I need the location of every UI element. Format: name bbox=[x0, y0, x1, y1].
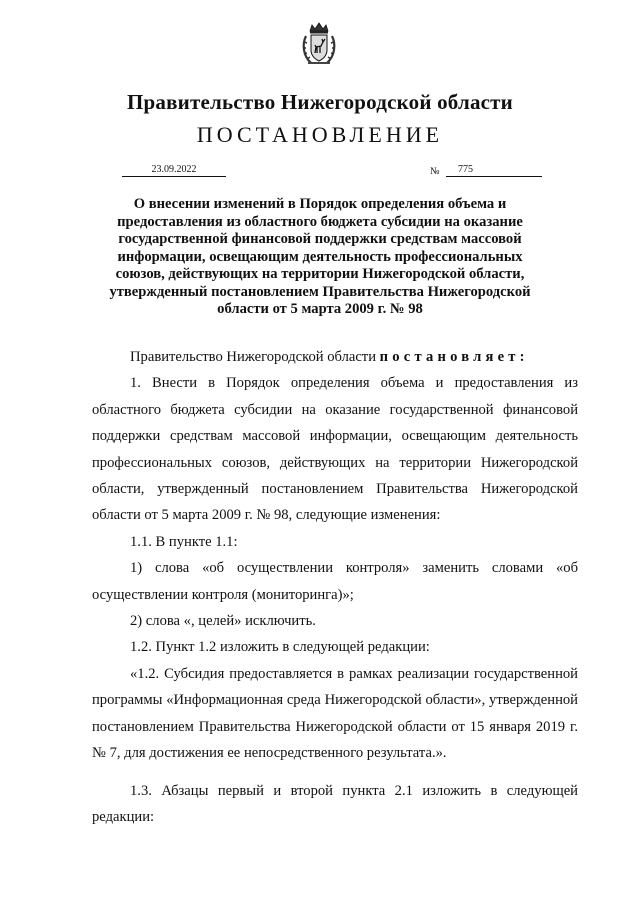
coat-of-arms-icon bbox=[301, 22, 337, 66]
document-title: О внесении изменений в Порядок определения объема и предоставления из областного бюджета субсидии на оказание государственной финансовой поддержки средствам массовой информации, освещающим деятельность профессиональных союзов, действующих на территории Нижегородской области, утвержденный постановлением Правительства Нижегородской области от 5 марта 2009 г. № 98 bbox=[109, 196, 531, 317]
paragraph-1-1-item-1: 1) слова «об осуществлении контроля» заменить словами «об осуществлении контроля (мониторинга)»; bbox=[92, 560, 578, 603]
intro-text: Правительство Нижегородской области bbox=[130, 349, 376, 365]
document-date: 23.09.2022 bbox=[122, 164, 226, 177]
paragraph-1-2: 1.2. Пункт 1.2 изложить в следующей редакции: bbox=[130, 639, 430, 656]
document-body bbox=[92, 344, 578, 830]
organization-name: Правительство Нижегородской области bbox=[127, 90, 513, 114]
paragraph-1-1: 1.1. В пункте 1.1: bbox=[130, 533, 238, 550]
paragraph-1-1-item-2: 2) слова «, целей» исключить. bbox=[130, 613, 316, 630]
document-number: 775 bbox=[446, 164, 542, 177]
number-label: № bbox=[430, 166, 440, 177]
intro-spaced-word: постановляет: bbox=[379, 349, 529, 365]
paragraph-1-2-text: «1.2. Субсидия предоставляется в рамках реализации государственной программы «Информационная среда Нижегородской области», утвержденной постановлением Правительства Нижегородской области от 15 января 2019 г. № 7, для достижения ее непосредственного результата.». bbox=[92, 665, 578, 762]
paragraph-1: 1. Внести в Порядок определения объема и предоставления из областного бюджета субсидии на оказание государственной финансовой поддержки средствам массовой информации, освещающим деятельность профессиональных союзов, действующих на территории Нижегородской области, утвержденный постановлением Правительства Нижегородской области от 5 марта 2009 г. № 98, следующие изменения: bbox=[92, 375, 578, 524]
intro-paragraph bbox=[92, 344, 578, 370]
document-type: ПОСТАНОВЛЕНИЕ bbox=[196, 122, 444, 147]
paragraph-1-3: 1.3. Абзацы первый и второй пункта 2.1 изложить в следующей редакции: bbox=[92, 782, 578, 825]
